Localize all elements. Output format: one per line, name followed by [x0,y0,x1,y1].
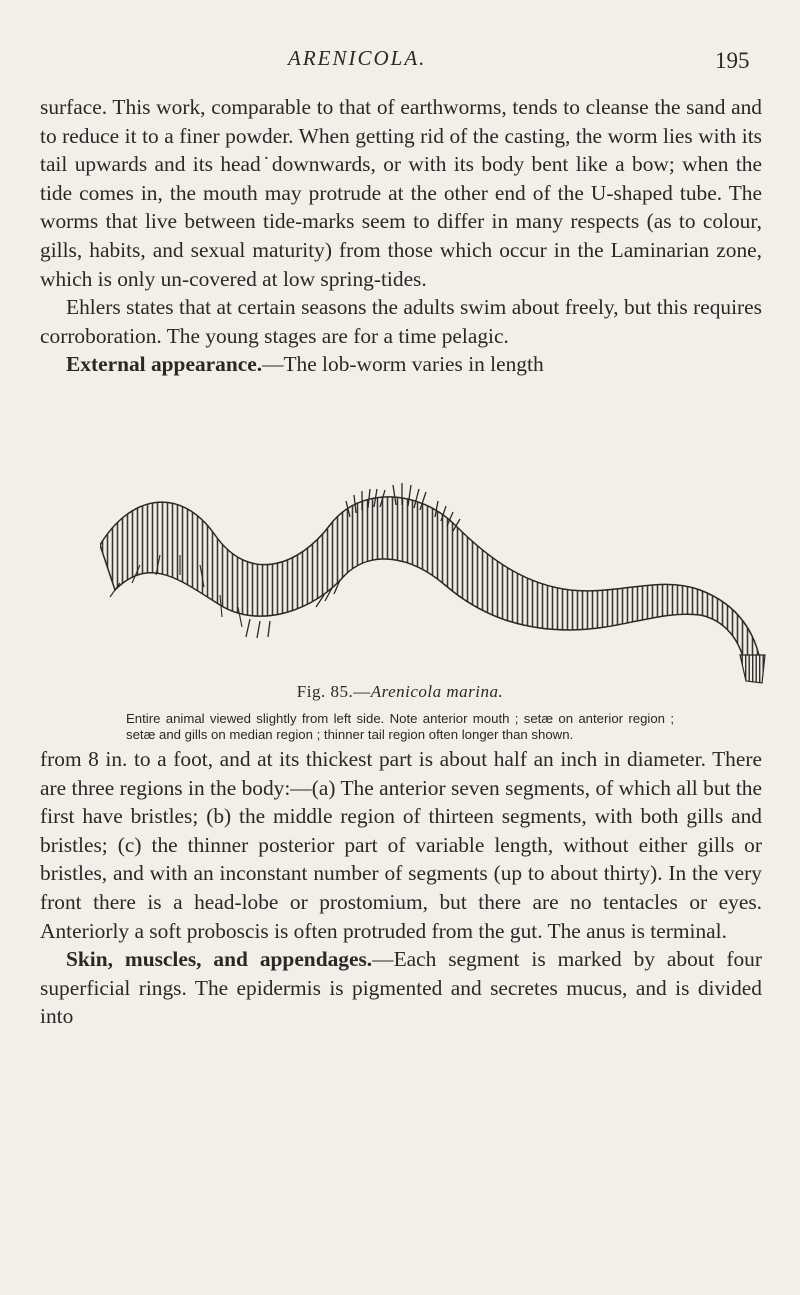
text-block-top [40,93,762,379]
paragraph-text: —The lob-worm varies in length [262,352,544,377]
paragraph [40,350,762,379]
running-head [0,46,800,76]
worm-illustration [100,455,768,685]
lugworm-drawing [100,455,768,685]
tail-tip [740,655,765,683]
paragraph-text: from 8 in. to a foot, and at its thickest part is about half an inch in diameter. There are three regions in the body:—(a) The anterior seven segments, of which all but the first have bristles; (b) the middle region of thirteen segments, with both gills and bristles; (c) the thinner posterior part of variable length, without either gills or bristles, and with an inconstant number of segments (up to about thirty). In the very front there is a head-lobe or prostomium, but there are no tentacles or eyes. Anteriorly a soft proboscis is often protruded from the gut. The anus is terminal. [40,747,762,943]
text-block-bottom [40,745,762,1031]
figure-caption: Entire animal viewed slightly from left side. Note anterior mouth ; setæ on anterior region ; setæ and gills on median region ; thinner tail region often longer than shown. [126,711,674,742]
paragraph-text: surface. This work, comparable to that of earthworms, tends to cleanse the sand and to reduce it to a finer powder. When getting rid of the casting, the worm lies with its tail upwards and its head˙downwards, or with its body bent like a bow; when the tide comes in, the mouth may protrude at the other end of the U-shaped tube. The worms that live between tide-marks seem to differ in many respects (as to colour, gills, habits, and sexual maturity) from those which occur in the Laminarian zone, which is only un-covered at low spring-tides. [40,95,762,291]
figure-number: Fig. 85.— [296,682,371,701]
paragraph [40,945,762,1031]
page-number: 195 [715,48,750,73]
worm-body [100,497,760,665]
figure-label [0,682,800,702]
paragraph-text: Ehlers states that at certain seasons the adults swim about freely, but this requires corroboration. The young stages are for a time pelagic. [40,295,762,348]
section-run-in-heading: External appearance. [66,352,263,377]
paragraph [40,745,762,945]
section-run-in-heading: Skin, muscles, and appendages. [66,947,373,972]
paragraph [40,293,762,350]
paragraph [40,93,762,293]
paragraph-text: —Each segment is marked by about four superficial rings. The epidermis is pigmented and secretes mucus, and is divided into [40,947,762,1029]
figure-species: Arenicola marina. [370,682,504,701]
running-title: ARENICOLA. [288,46,427,70]
